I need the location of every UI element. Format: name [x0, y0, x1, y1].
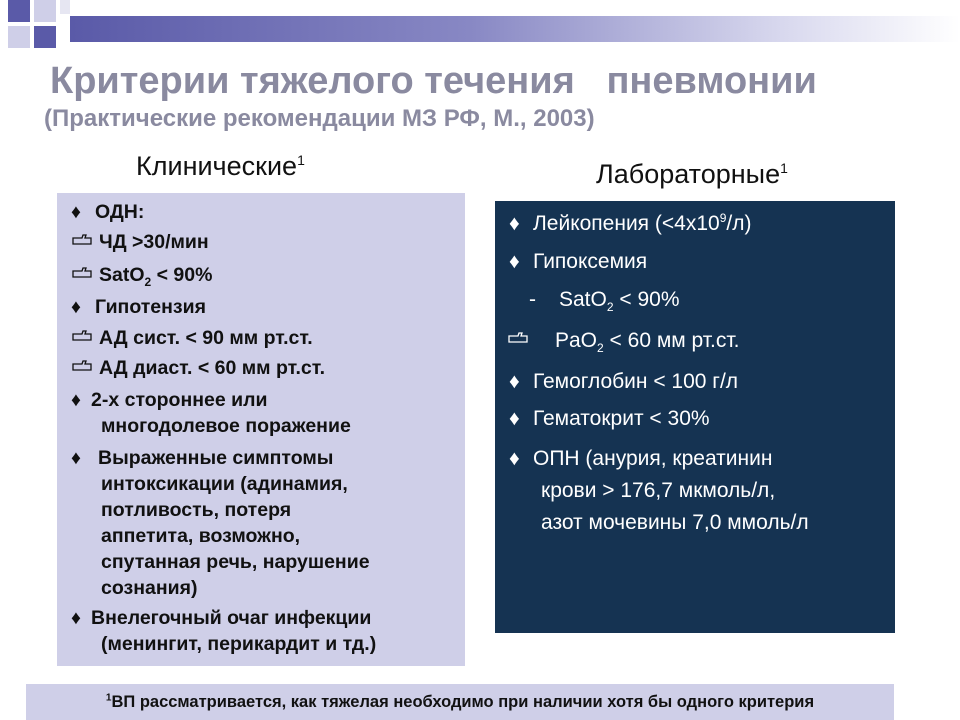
- diamond-bullet-icon: ♦: [509, 212, 520, 235]
- diamond-bullet-icon: ♦: [509, 250, 520, 273]
- diamond-bullet-icon: ♦: [71, 447, 81, 469]
- footnote: $^1$ВП рассматривается, как тяжелая необходимо при наличии хотя бы одного критерия: [26, 684, 894, 720]
- clinical-item: АД диаст. < 60 мм рт.ст.: [71, 355, 325, 381]
- decor-square: [34, 26, 56, 48]
- slide-title: Критерии тяжелого течения пневмонии: [50, 60, 817, 102]
- pointing-hand-icon: [71, 235, 99, 251]
- diamond-bullet-icon: ♦: [71, 201, 81, 223]
- laboratory-item: PaO$_2$ < 60 мм рт.ст.: [507, 326, 740, 356]
- diamond-bullet-icon: ♦: [71, 296, 81, 318]
- clinical-item: ♦ Внелегочный очаг инфекции (менингит, перикардит и тд.): [71, 607, 377, 655]
- laboratory-criteria-box: [495, 201, 895, 633]
- slide-subtitle: (Практические рекомендации МЗ РФ, М., 2003): [44, 105, 595, 132]
- clinical-item: ♦ 2-х стороннее или многодолевое поражение: [71, 389, 351, 437]
- clinical-item: SatO$_2$ < 90%: [71, 262, 212, 288]
- pointing-hand-icon: [71, 268, 99, 284]
- laboratory-item: ♦ Гематокрит < 30%: [509, 404, 710, 434]
- clinical-heading: Клинические$^1$: [136, 151, 305, 181]
- diamond-bullet-icon: ♦: [509, 447, 520, 470]
- clinical-item: ЧД >30/мин: [71, 229, 209, 255]
- pointing-hand-icon: [507, 333, 555, 349]
- clinical-item: ♦ Выраженные симптомы интоксикации (адинамия, потливость, потеря аппетита, возможно, спутанная речь, нарушение сознания): [71, 447, 370, 599]
- diamond-bullet-icon: ♦: [509, 370, 520, 393]
- laboratory-item: - SatO$_2$ < 90%: [529, 285, 680, 315]
- clinical-criteria-box: [57, 193, 465, 666]
- dash-bullet-icon: -: [529, 288, 536, 311]
- decor-square: [8, 0, 30, 22]
- pointing-hand-icon: [71, 361, 99, 377]
- clinical-item: ♦ Гипотензия: [71, 296, 206, 318]
- laboratory-item: ♦ Лейкопения $(<4x10^9/л)$: [509, 209, 751, 239]
- laboratory-heading: Лабораторные$^1$: [596, 159, 788, 189]
- diamond-bullet-icon: ♦: [509, 407, 520, 430]
- clinical-item: ♦ ОДН:: [71, 201, 145, 223]
- diamond-bullet-icon: ♦: [71, 607, 81, 629]
- laboratory-item: ♦ ОПН (анурия, креатинин крови > 176,7 мкмоль/л, азот мочевины 7,0 ммоль/л: [509, 443, 809, 539]
- pointing-hand-icon: [71, 331, 99, 347]
- decor-square: [8, 26, 30, 48]
- laboratory-item: ♦ Гипоксемия: [509, 247, 647, 277]
- decor-square: [60, 0, 70, 14]
- header-bar: [70, 16, 960, 42]
- decor-square: [34, 0, 56, 22]
- clinical-item: АД сист. < 90 мм рт.ст.: [71, 325, 313, 351]
- laboratory-item: ♦ Гемоглобин < 100 г/л: [509, 367, 738, 397]
- diamond-bullet-icon: ♦: [71, 389, 81, 411]
